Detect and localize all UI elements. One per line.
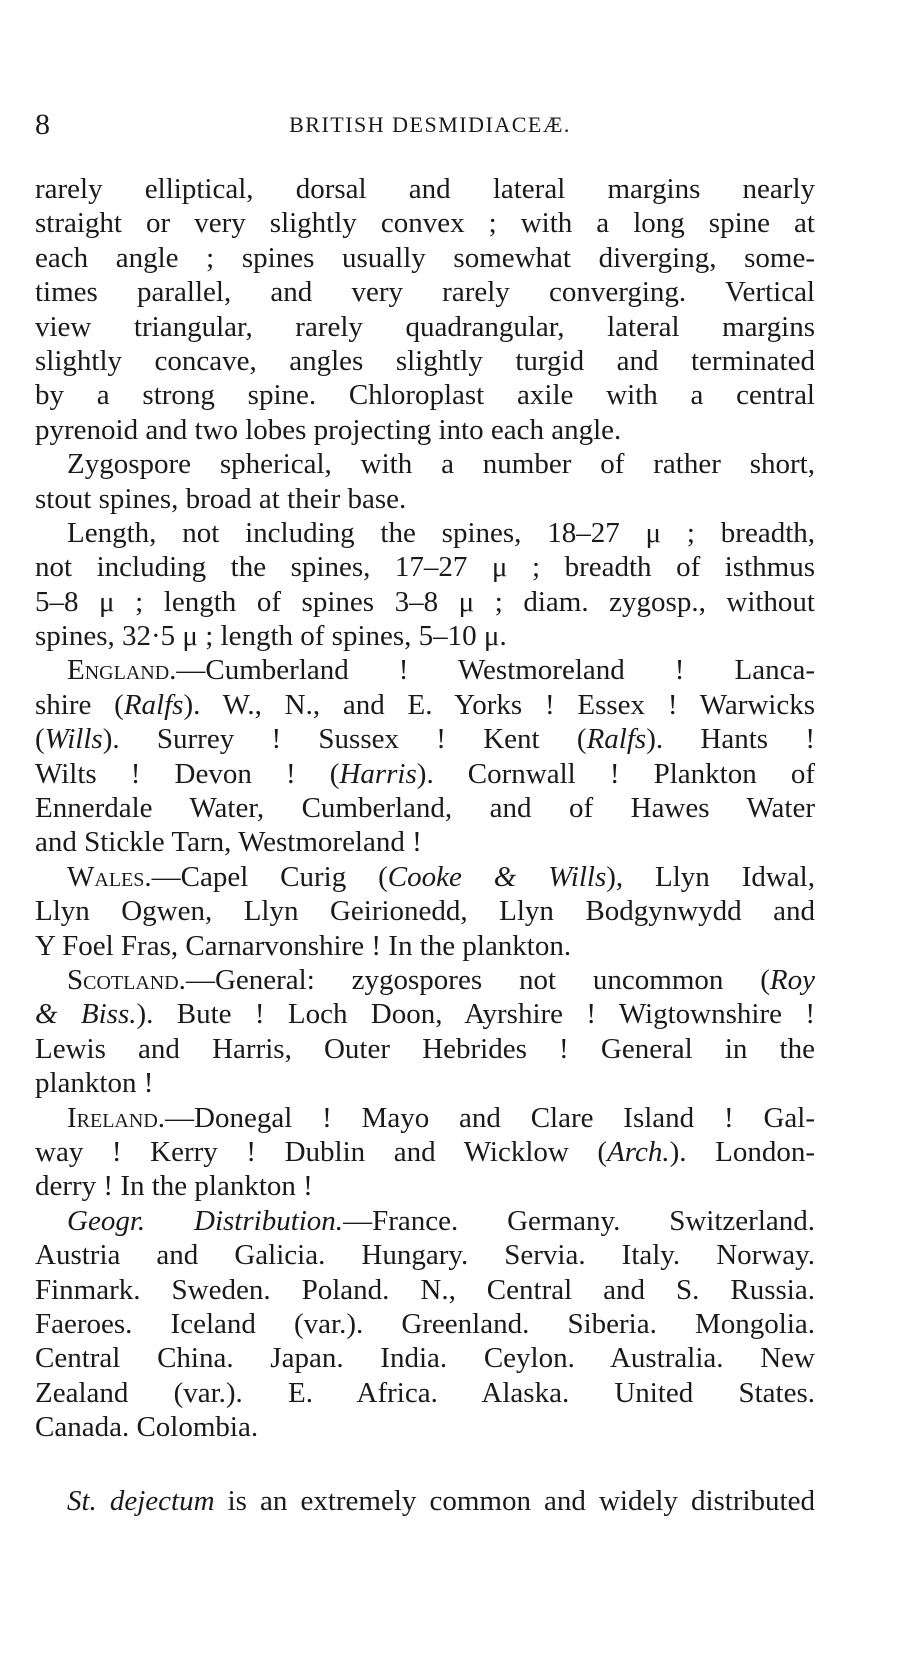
scotland-paragraph [35, 963, 815, 1101]
region-label-scotland: Scotland. [67, 963, 186, 996]
text-line: 5–8 μ ; length of spines 3–8 μ ; diam. zygosp., without [35, 585, 815, 618]
text-line: view triangular, rarely quadrangular, lateral margins [35, 310, 815, 343]
text-run: ). Hants ! [646, 723, 815, 756]
text-run: ). Surrey ! Sussex ! Kent ( [102, 723, 587, 756]
text-line [35, 722, 815, 756]
page-number: 8 [35, 108, 50, 141]
text-line: and Stickle Tarn, Westmoreland ! [35, 826, 422, 859]
authority: Harris [339, 757, 417, 790]
authority: Arch. [607, 1135, 670, 1168]
authority: Roy [769, 963, 815, 996]
text-line: rarely elliptical, dorsal and lateral margins nearly [35, 173, 815, 205]
text-run: Wilts ! Devon ! ( [35, 757, 340, 790]
authority: Ralfs [586, 723, 647, 756]
text-line: Finmark. Sweden. Poland. N., Central and S. Russia. [35, 1273, 815, 1306]
text-run: way ! Kerry ! Dublin and Wicklow ( [35, 1135, 608, 1168]
text-run: France. Germany. Switzerland. [372, 1204, 815, 1237]
authority: Ralfs [123, 688, 184, 721]
text-line [35, 1101, 815, 1135]
zygospore-paragraph [35, 447, 815, 516]
text-line: Central China. Japan. India. Ceylon. Australia. New [35, 1342, 815, 1375]
text-line: spines, 32·5 μ ; length of spines, 5–10 μ. [35, 620, 507, 653]
text-run: shire ( [35, 688, 124, 721]
text-line [35, 1484, 815, 1518]
text-line [35, 688, 815, 722]
text-line: slightly concave, angles slightly turgid and terminated [35, 344, 815, 377]
text-line [35, 1204, 815, 1238]
text-line: Faeroes. Iceland (var.). Greenland. Siberia. Mongolia. [35, 1307, 815, 1340]
authority: Wills [44, 723, 103, 756]
dash: — [165, 1101, 195, 1134]
dash: — [185, 963, 215, 996]
region-label-england: England. [67, 654, 177, 687]
text-line: times parallel, and very rarely converging. Vertical [35, 276, 815, 309]
page-body [35, 172, 815, 1519]
text-line: Length, not including the spines, 18–27 μ ; breadth, [67, 516, 815, 549]
text-line: derry ! In the plankton ! [35, 1170, 313, 1203]
text-line [35, 653, 815, 687]
england-paragraph [35, 653, 815, 859]
text-line: Austria and Galicia. Hungary. Servia. Italy. Norway. [35, 1239, 815, 1272]
running-title: BRITISH DESMIDIACEÆ. [289, 112, 571, 137]
ireland-paragraph [35, 1101, 815, 1204]
text-line [35, 963, 815, 997]
text-line: Y Foel Fras, Carnarvonshire ! In the plankton. [35, 929, 572, 962]
authority: & Biss. [35, 998, 137, 1031]
text-run: Cumberland ! Westmoreland ! Lanca- [205, 654, 815, 687]
text-line: each angle ; spines usually somewhat diverging, some- [35, 241, 815, 274]
text-run: ). London- [669, 1135, 815, 1168]
text-run: ( [35, 723, 45, 756]
text-line: by a strong spine. Chloroplast axile with a central [35, 379, 815, 412]
text-run: ). Cornwall ! Plankton of [416, 757, 815, 790]
text-line: pyrenoid and two lobes projecting into each angle. [35, 413, 622, 446]
text-line: straight or very slightly convex ; with a long spine at [35, 207, 815, 240]
wales-paragraph [35, 860, 815, 963]
dash: — [151, 860, 181, 893]
text-run: Capel Curig ( [180, 860, 388, 893]
dash: — [343, 1204, 373, 1237]
text-line [35, 757, 815, 791]
region-label-ireland: Ireland. [67, 1101, 166, 1134]
text-run: ). Bute ! Loch Doon, Ayrshire ! Wigtownshire ! [136, 998, 815, 1031]
measurements-paragraph [35, 516, 815, 654]
text-run: is an extremely common and widely distributed [214, 1485, 815, 1518]
distribution-paragraph [35, 1204, 815, 1445]
closing-paragraph [35, 1484, 815, 1518]
description-paragraph [35, 172, 815, 447]
text-line: stout spines, broad at their base. [35, 482, 407, 515]
distribution-label: Geogr. Distribution. [67, 1204, 344, 1237]
authority: Cooke & Wills [387, 860, 607, 893]
text-line: Ennerdale Water, Cumberland, and of Hawes Water [35, 792, 815, 825]
text-run: ). W., N., and E. Yorks ! Essex ! Warwicks [183, 688, 816, 721]
region-label-wales: Wales. [67, 860, 152, 893]
text-run: Donegal ! Mayo and Clare Island ! Gal- [194, 1101, 815, 1134]
species-name: St. dejectum [67, 1485, 215, 1518]
page-header [35, 108, 825, 148]
text-line: plankton ! [35, 1067, 154, 1100]
text-line: Zealand (var.). E. Africa. Alaska. United States. [35, 1376, 815, 1409]
text-line [35, 860, 815, 894]
text-line [35, 1135, 815, 1169]
text-run: ), Llyn Idwal, [606, 860, 815, 893]
text-run: General: zygospores not uncommon ( [214, 963, 770, 996]
section-gap [35, 1444, 815, 1484]
text-line: not including the spines, 17–27 μ ; breadth of isthmus [35, 551, 815, 584]
text-line: Canada. Colombia. [35, 1411, 259, 1444]
text-line [35, 997, 815, 1031]
dash: — [176, 654, 206, 687]
text-line: Lewis and Harris, Outer Hebrides ! General in the [35, 1032, 815, 1065]
text-line: Zygospore spherical, with a number of rather short, [67, 448, 815, 481]
text-line: Llyn Ogwen, Llyn Geirionedd, Llyn Bodgynwydd and [35, 895, 815, 928]
